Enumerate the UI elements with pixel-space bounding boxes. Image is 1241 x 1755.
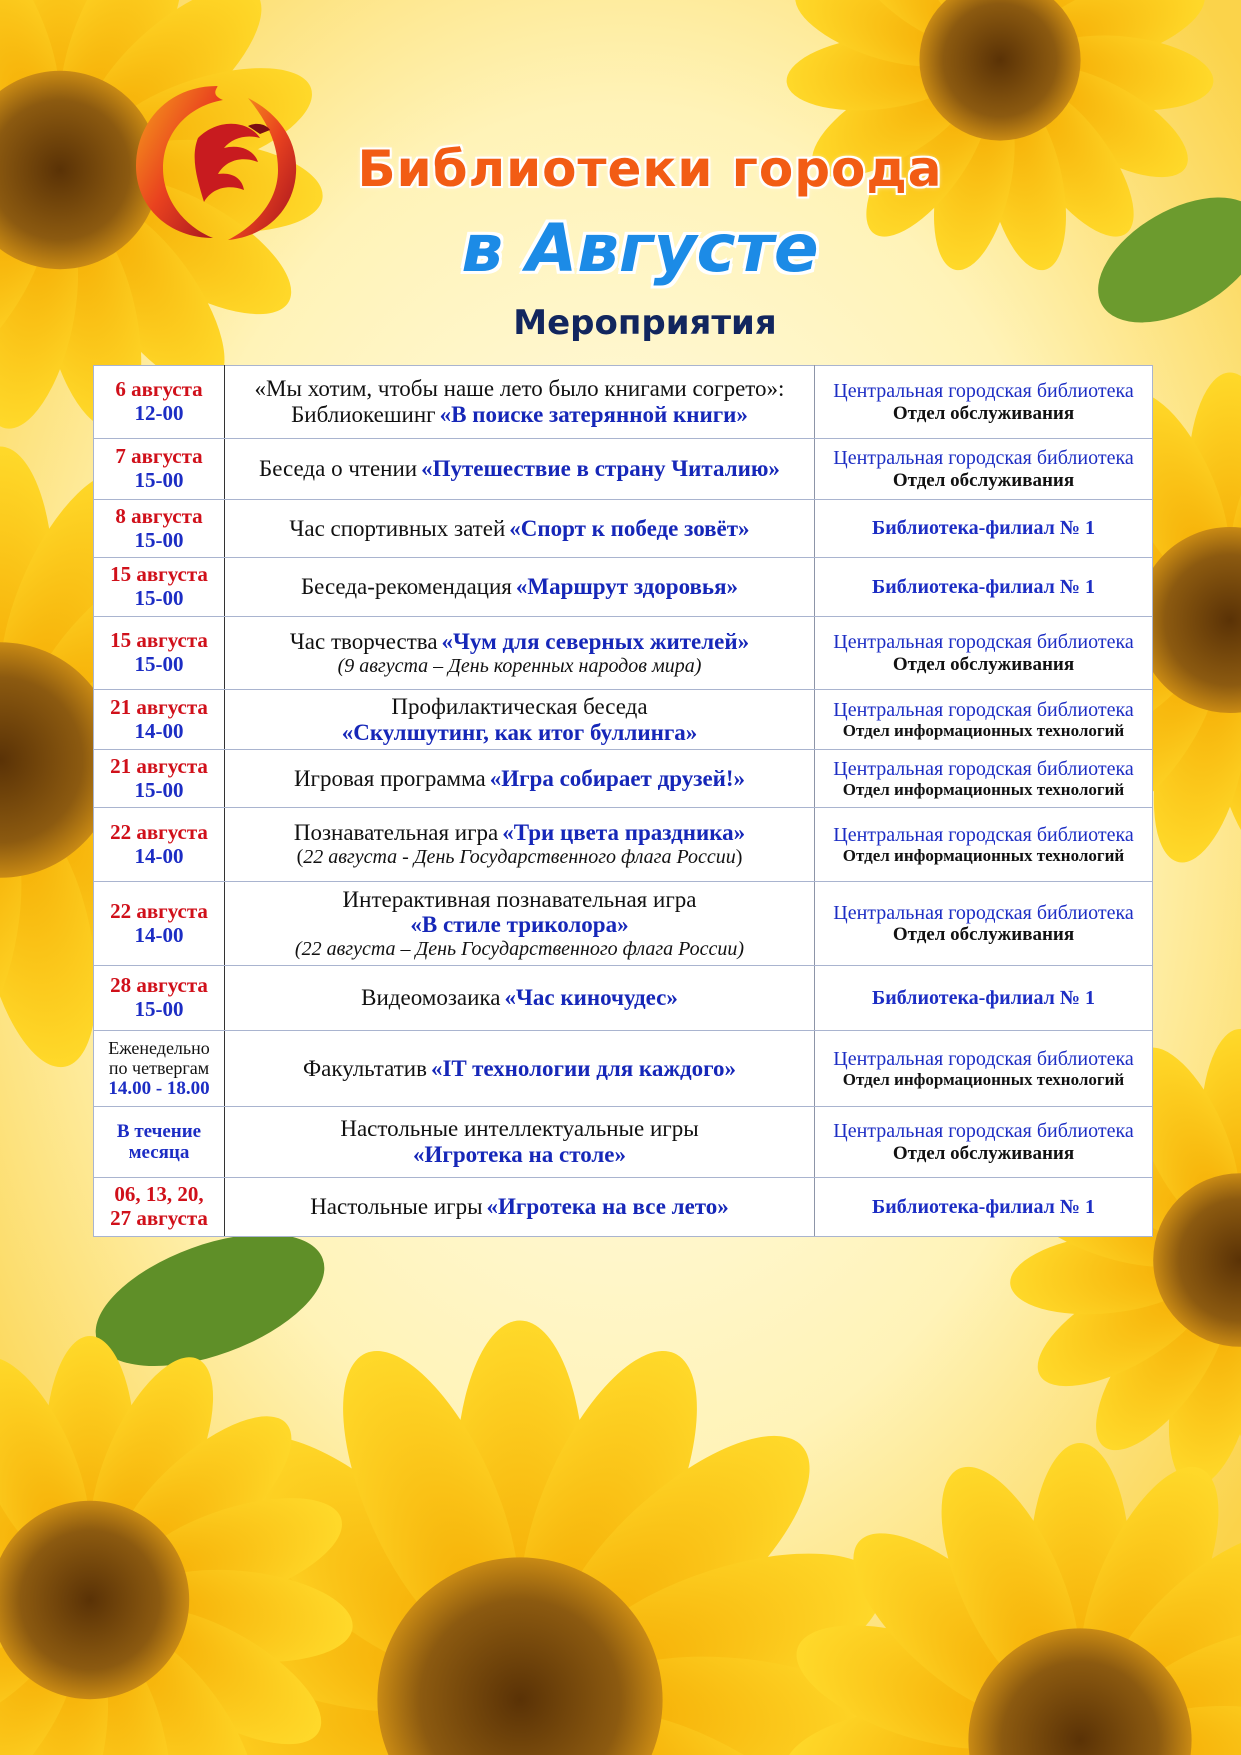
- event-time: 14-00: [134, 922, 184, 947]
- event-time: 15-00: [134, 468, 184, 492]
- event-date-cell: [94, 690, 225, 750]
- event-note: (9 августа – День коренных народов мира): [337, 654, 702, 677]
- event-type: Познавательная игра: [293, 820, 499, 846]
- event-time: 15-00: [134, 527, 184, 552]
- event-department: Отдел информационных технологий: [842, 846, 1125, 866]
- event-type: Профилактическая беседа: [391, 693, 648, 719]
- phoenix-logo-icon: [128, 78, 306, 246]
- note-close-paren: ): [735, 846, 743, 869]
- event-date-cell: [94, 439, 225, 500]
- event-venue-cell: [815, 690, 1153, 750]
- table-row: [94, 617, 1153, 690]
- table-row: [94, 808, 1153, 882]
- event-schedule: В течение: [116, 1120, 202, 1142]
- event-date-cell: [94, 808, 225, 882]
- event-venue: Центральная городская библиотека: [833, 447, 1134, 470]
- event-time: 15-00: [134, 586, 184, 610]
- event-schedule: по четвергам: [108, 1057, 210, 1078]
- event-name: «IT технологии для каждого»: [430, 1055, 737, 1081]
- event-date: 21 августа: [110, 694, 208, 719]
- event-date-cell: [94, 1031, 225, 1107]
- event-time: 15-00: [134, 777, 184, 802]
- section-subtitle: Мероприятия: [513, 303, 777, 343]
- event-venue: Центральная городская библиотека: [833, 757, 1134, 780]
- event-type: Час творчества: [289, 628, 438, 654]
- event-title-cell: [225, 966, 815, 1031]
- event-venue: Центральная городская библиотека: [833, 631, 1134, 654]
- event-time: 14-00: [134, 718, 184, 743]
- event-schedule: Еженедельно: [108, 1037, 210, 1058]
- event-type: Беседа о чтении: [259, 456, 418, 482]
- event-venue-cell: [815, 1178, 1153, 1237]
- event-date-cell: [94, 500, 225, 558]
- event-department: Отдел обслуживания: [892, 924, 1075, 946]
- event-venue-cell: [815, 500, 1153, 558]
- event-department: Отдел обслуживания: [892, 653, 1075, 675]
- event-date: 06, 13, 20,: [114, 1182, 204, 1207]
- event-date: 7 августа: [115, 444, 203, 469]
- event-title-cell: [225, 1107, 815, 1178]
- event-type: Видеомозаика: [361, 985, 501, 1011]
- page-title: Библиотеки города: [357, 140, 943, 198]
- event-venue: Центральная городская библиотека: [833, 1120, 1134, 1143]
- event-title-cell: [225, 882, 815, 966]
- event-title-cell: [225, 366, 815, 439]
- event-date-cell: [94, 1107, 225, 1178]
- event-venue-cell: [815, 366, 1153, 439]
- event-branch: Библиотека-филиал № 1: [872, 1195, 1095, 1218]
- event-name: «Путешествие в страну Читалию»: [421, 456, 780, 482]
- event-department: Отдел информационных технологий: [842, 1070, 1125, 1090]
- table-row: [94, 1107, 1153, 1178]
- table-row: [94, 1178, 1153, 1237]
- event-title-cell: [225, 1031, 815, 1107]
- event-type: Библиокешинг: [291, 402, 436, 427]
- event-title-cell: [225, 808, 815, 882]
- event-type: Игровая программа: [293, 765, 486, 791]
- event-title-intro: «Мы хотим, чтобы наше лето было книгами согрето»:: [254, 376, 785, 402]
- event-venue-cell: [815, 439, 1153, 500]
- event-department: Отдел обслуживания: [892, 402, 1075, 424]
- event-date-cell: [94, 966, 225, 1031]
- event-name: «В поиске затерянной книги»: [439, 402, 748, 427]
- event-date-cell: [94, 558, 225, 617]
- event-time: 15-00: [134, 652, 184, 676]
- event-date: 22 августа: [110, 819, 208, 844]
- event-title-cell: [225, 500, 815, 558]
- event-name: «Спорт к победе зовёт»: [509, 515, 750, 541]
- table-row: [94, 439, 1153, 500]
- event-venue-cell: [815, 558, 1153, 617]
- table-row: [94, 690, 1153, 750]
- event-title-cell: [225, 617, 815, 690]
- event-date: 15 августа: [110, 628, 208, 653]
- event-type: Настольные игры: [310, 1194, 483, 1220]
- event-venue: Центральная городская библиотека: [833, 823, 1134, 846]
- event-type: Беседа-рекомендация: [300, 574, 512, 600]
- event-type: Интерактивная познавательная игра: [342, 886, 697, 912]
- event-date-cell: [94, 882, 225, 966]
- event-date-cell: [94, 1178, 225, 1237]
- event-date: 22 августа: [110, 898, 208, 923]
- event-name: «Маршрут здоровья»: [515, 574, 739, 600]
- event-type: Факультатив: [302, 1055, 427, 1081]
- event-department: Отдел обслуживания: [892, 1142, 1075, 1164]
- event-date: 21 августа: [110, 753, 208, 778]
- event-date-cell: [94, 617, 225, 690]
- event-date-cell: [94, 750, 225, 808]
- event-name: «Три цвета праздника»: [502, 820, 746, 846]
- event-branch: Библиотека-филиал № 1: [872, 575, 1095, 598]
- event-venue: Центральная городская библиотека: [833, 901, 1134, 924]
- event-date: 6 августа: [115, 377, 203, 402]
- event-venue: Центральная городская библиотека: [833, 1047, 1134, 1070]
- event-name: «Скулшутинг, как итог буллинга»: [341, 719, 698, 745]
- event-venue-cell: [815, 966, 1153, 1031]
- event-title-cell: [225, 750, 815, 808]
- event-venue-cell: [815, 750, 1153, 808]
- event-venue-cell: [815, 1031, 1153, 1107]
- event-type: Настольные интеллектуальные игры: [340, 1116, 699, 1142]
- event-date-cell: [94, 366, 225, 439]
- event-branch: Библиотека-филиал № 1: [872, 517, 1095, 540]
- event-time: 14-00: [134, 843, 184, 868]
- event-venue: Центральная городская библиотека: [833, 380, 1134, 403]
- table-row: [94, 366, 1153, 439]
- event-name: «Игротека на столе»: [413, 1142, 626, 1167]
- event-date: 15 августа: [110, 562, 208, 587]
- table-row: [94, 882, 1153, 966]
- event-name: «Игротека на все лето»: [486, 1194, 729, 1220]
- event-venue-cell: [815, 808, 1153, 882]
- table-row: [94, 750, 1153, 808]
- event-venue: Центральная городская библиотека: [833, 698, 1134, 721]
- event-department: Отдел обслуживания: [892, 469, 1075, 491]
- event-time: 12-00: [134, 401, 184, 425]
- table-row: [94, 1031, 1153, 1107]
- event-title-cell: [225, 558, 815, 617]
- event-name: «Чум для северных жителей»: [441, 628, 750, 654]
- event-date: 27 августа: [110, 1206, 208, 1230]
- event-time: 15-00: [134, 997, 184, 1021]
- event-note: 22 августа - День Государственного флага России: [303, 846, 736, 869]
- event-date: 8 августа: [115, 503, 203, 528]
- table-row: [94, 966, 1153, 1031]
- event-schedule: месяца: [128, 1142, 190, 1163]
- month-title: в Августе: [461, 210, 819, 287]
- event-date: 28 августа: [110, 973, 208, 998]
- event-department: Отдел информационных технологий: [842, 721, 1125, 741]
- event-title-cell: [225, 1178, 815, 1237]
- event-name: «Игра собирает друзей!»: [489, 765, 746, 791]
- event-venue-cell: [815, 882, 1153, 966]
- event-name: «В стиле триколора»: [410, 912, 629, 938]
- event-type: Час спортивных затей: [289, 515, 506, 541]
- event-venue-cell: [815, 617, 1153, 690]
- event-title-cell: [225, 690, 815, 750]
- event-note: (22 августа – День Государственного флага России): [294, 938, 745, 961]
- event-venue-cell: [815, 1107, 1153, 1178]
- note-open-paren: (: [296, 846, 304, 869]
- event-department: Отдел информационных технологий: [842, 780, 1125, 800]
- table-row: [94, 558, 1153, 617]
- event-branch: Библиотека-филиал № 1: [872, 986, 1095, 1009]
- table-row: [94, 500, 1153, 558]
- event-time: 14.00 - 18.00: [108, 1078, 210, 1100]
- events-table: [93, 365, 1153, 1237]
- event-name: «Час киночудес»: [504, 985, 678, 1011]
- event-title-cell: [225, 439, 815, 500]
